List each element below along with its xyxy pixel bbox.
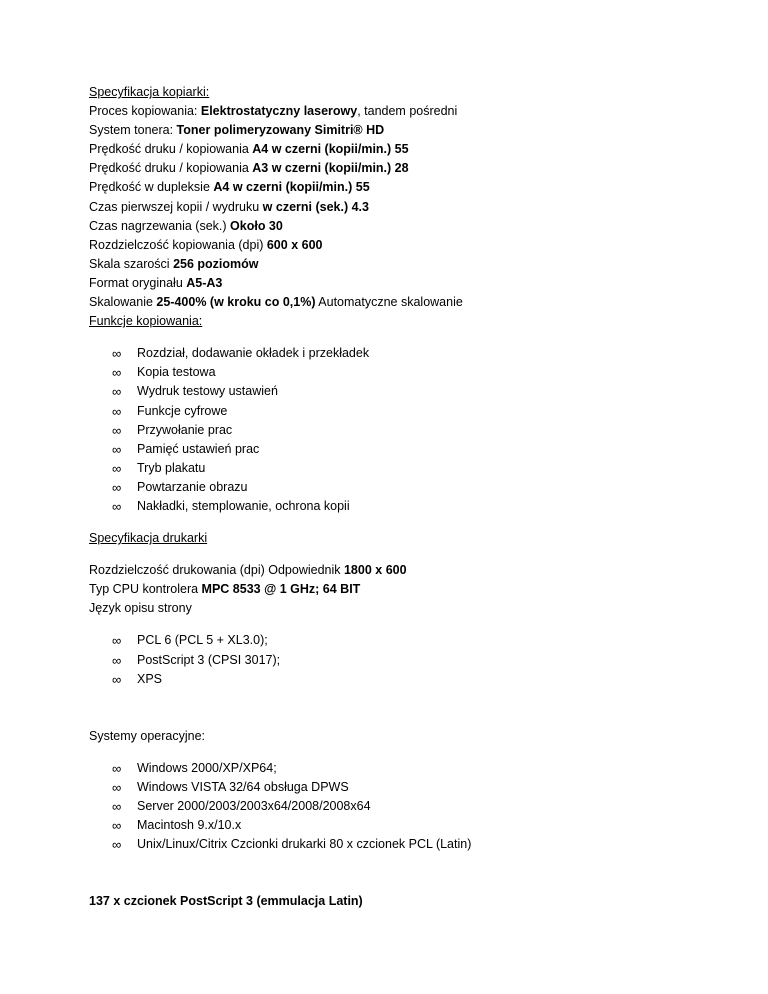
spec-label: Skalowanie	[89, 295, 157, 310]
spec-label: Prędkość druku / kopiowania	[89, 161, 253, 176]
bullet-infinity-icon: ∞	[112, 346, 122, 362]
spec-line	[89, 255, 709, 274]
bullet-infinity-icon: ∞	[112, 422, 122, 438]
list-item-text: Funkcje cyfrowe	[137, 403, 228, 418]
spec-value: A3 w czerni (kopii/min.) 28	[252, 161, 409, 176]
spec-line	[89, 102, 709, 121]
bullet-infinity-icon: ∞	[112, 633, 122, 649]
os-item	[89, 797, 709, 816]
spec-label: Proces kopiowania:	[89, 104, 201, 119]
list-item-text: Przywołanie prac	[137, 422, 233, 437]
spec-suffix: Automatyczne skalowanie	[315, 295, 463, 310]
copy-function-item	[89, 382, 709, 401]
list-item-text: Windows VISTA 32/64 obsługa DPWS	[137, 779, 349, 794]
bullet-infinity-icon: ∞	[112, 460, 122, 476]
spec-line	[89, 274, 709, 293]
spec-line	[89, 159, 709, 178]
printer-spec-line	[89, 561, 709, 580]
bullet-infinity-icon: ∞	[112, 779, 122, 795]
bullet-infinity-icon: ∞	[112, 441, 122, 457]
spec-value: 256 poziomów	[173, 256, 259, 271]
printer-spec-value: MPC 8533 @ 1 GHz; 64 BIT	[201, 582, 361, 597]
copy-function-item	[89, 421, 709, 440]
spec-value: A5-A3	[186, 275, 223, 290]
list-item-text: Powtarzanie obrazu	[137, 479, 248, 494]
list-item-text: Unix/Linux/Citrix Czcionki drukarki 80 x czcionek PCL (Latin)	[137, 837, 472, 852]
os-item	[89, 816, 709, 835]
copy-function-item	[89, 402, 709, 421]
list-item-text: PCL 6 (PCL 5 + XL3.0);	[137, 633, 268, 648]
os-item	[89, 759, 709, 778]
spec-line	[89, 198, 709, 217]
os-item	[89, 778, 709, 797]
list-item-text: Macintosh 9.x/10.x	[137, 818, 242, 833]
list-item-text: Windows 2000/XP/XP64;	[137, 760, 277, 775]
bullet-infinity-icon: ∞	[112, 384, 122, 400]
list-item-text: Rozdział, dodawanie okładek i przekładek	[137, 346, 370, 361]
copier-spec-list	[89, 102, 709, 312]
spec-label: Rozdzielczość kopiowania (dpi)	[89, 237, 267, 252]
spec-line	[89, 293, 709, 312]
printer-spec-value: 1800 x 600	[343, 563, 407, 578]
spec-value: Elektrostatyczny laserowy	[200, 104, 358, 119]
spec-line	[89, 236, 709, 255]
os-item	[89, 835, 709, 854]
spec-value: Toner polimeryzowany Simitri® HD	[176, 123, 385, 138]
copier-spec-heading: Specyfikacja kopiarki:	[89, 85, 210, 99]
spec-value: Około 30	[230, 218, 283, 233]
bullet-infinity-icon: ∞	[112, 365, 122, 381]
spec-label: System tonera:	[89, 123, 177, 138]
page-language-list	[89, 631, 709, 688]
copy-function-item	[89, 459, 709, 478]
list-item-text: Server 2000/2003/2003x64/2008/2008x64	[137, 799, 371, 813]
copy-functions-list	[89, 344, 709, 516]
spec-value: A4 w czerni (kopii/min.) 55	[252, 142, 409, 157]
list-item-text: Kopia testowa	[137, 365, 216, 380]
list-item-text: PostScript 3 (CPSI 3017);	[137, 652, 281, 667]
spec-value: 600 x 600	[266, 237, 323, 252]
page-language-label: Język opisu strony	[89, 601, 192, 616]
spec-label: Prędkość druku / kopiowania	[89, 142, 253, 157]
bullet-infinity-icon: ∞	[112, 799, 122, 814]
copy-function-item	[89, 440, 709, 459]
bullet-infinity-icon: ∞	[112, 498, 122, 514]
printer-spec-heading: Specyfikacja drukarki	[89, 531, 208, 546]
spec-value: 25-400% (w kroku co 0,1%)	[156, 295, 316, 310]
spec-line	[89, 121, 709, 140]
spec-label: Skala szarości	[89, 256, 174, 271]
spec-value: A4 w czerni (kopii/min.) 55	[213, 180, 370, 195]
document-page	[89, 83, 709, 911]
os-heading: Systemy operacyjne:	[89, 728, 206, 743]
spec-label: Czas pierwszej kopii / wydruku	[89, 199, 263, 214]
page-language-item	[89, 670, 709, 689]
os-list	[89, 759, 709, 854]
bullet-infinity-icon: ∞	[112, 671, 122, 687]
bullet-infinity-icon: ∞	[112, 760, 122, 776]
copy-functions-heading: Funkcje kopiowania:	[89, 314, 203, 329]
page-language-item	[89, 631, 709, 650]
spec-label: Prędkość w dupleksie	[89, 180, 214, 195]
bullet-infinity-icon: ∞	[112, 652, 122, 668]
page-language-item	[89, 651, 709, 670]
spec-value: w czerni (sek.) 4.3	[262, 199, 369, 214]
copy-function-item	[89, 478, 709, 497]
bullet-infinity-icon: ∞	[112, 837, 122, 853]
list-item-text: Wydruk testowy ustawień	[137, 384, 278, 399]
list-item-text: XPS	[137, 671, 163, 686]
copy-function-item	[89, 363, 709, 382]
bullet-infinity-icon: ∞	[112, 818, 122, 834]
spec-label: Czas nagrzewania (sek.)	[89, 218, 231, 233]
list-item-text: Tryb plakatu	[137, 460, 206, 475]
list-item-text: Pamięć ustawień prac	[137, 441, 260, 456]
printer-spec-line	[89, 580, 709, 599]
copy-function-item	[89, 497, 709, 516]
printer-spec-label: Typ CPU kontrolera	[89, 582, 202, 597]
bullet-infinity-icon: ∞	[112, 479, 122, 495]
spec-line	[89, 178, 709, 197]
printer-spec-label: Rozdzielczość drukowania (dpi) Odpowiednik	[89, 563, 344, 578]
spec-line	[89, 140, 709, 159]
postscript-fonts-line: 137 x czcionek PostScript 3 (emmulacja Latin)	[89, 894, 363, 909]
copy-function-item	[89, 344, 709, 363]
spec-line	[89, 217, 709, 236]
printer-spec-list	[89, 561, 709, 599]
list-item-text: Nakładki, stemplowanie, ochrona kopii	[137, 498, 350, 513]
spec-label: Format oryginału	[89, 275, 187, 290]
bullet-infinity-icon: ∞	[112, 403, 122, 419]
spec-suffix: , tandem pośredni	[357, 104, 458, 119]
